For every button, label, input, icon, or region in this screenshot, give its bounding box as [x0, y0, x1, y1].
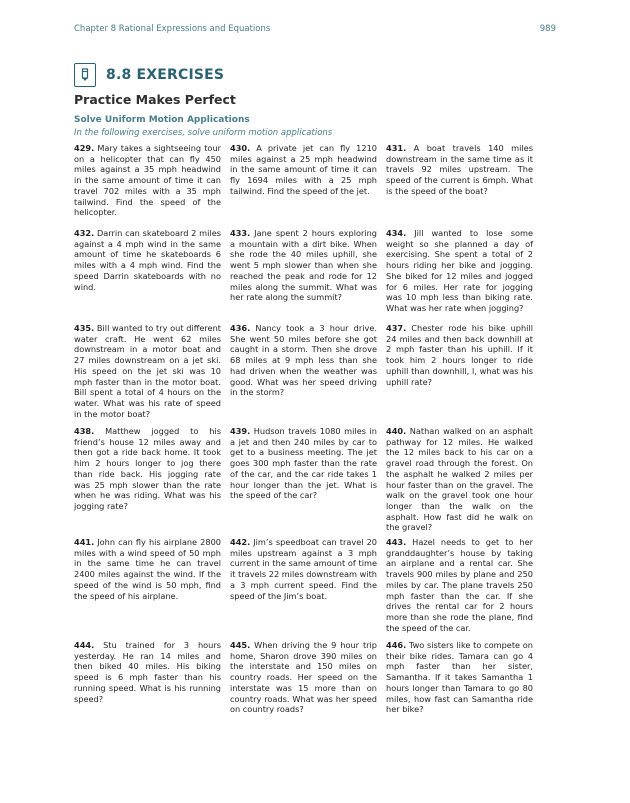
exercise-number: 431. [386, 143, 407, 153]
exercise-item [230, 537, 377, 640]
exercise-number: 437. [386, 323, 407, 333]
exercise-text: Stu trained for 3 hours yesterday. He ran 14 miles and then biked 40 miles. His biking speed is 6 mph faster than his running speed. What is his running speed? [74, 640, 221, 704]
exercise-text: A private jet can fly 1210 miles against a 25 mph headwind in the same amount of time it can fly 1694 miles with a 25 mph tailwind. Find the speed of the jet. [230, 143, 377, 196]
exercise-text: Jane spent 2 hours exploring a mountain with a dirt bike. When she rode the 40 miles uphill, she went 5 mph slower than when she reached the peak and rode for 12 miles along the summit. What was her rate along the summit? [230, 228, 377, 303]
exercise-number: 429. [74, 143, 95, 153]
exercise-item [230, 426, 377, 537]
exercise-number: 442. [230, 537, 251, 547]
exercise-number: 438. [74, 426, 95, 436]
exercise-item [230, 323, 377, 426]
exercise-item [386, 537, 533, 640]
exercise-text: Mary takes a sightseeing tour on a helicopter that can fly 450 miles against a 35 mph headwind in the same amount of time it can travel 702 miles with a 35 mph tailwind. Find the speed of the helicopter. [74, 143, 221, 218]
exercise-text: Two sisters like to compete on their bike rides. Tamara can go 4 mph faster than her sister, Samantha. If it takes Samantha 1 hours longer than Tamara to go 80 miles, how fast can Samantha ride her bike? [386, 640, 533, 715]
exercise-number: 443. [386, 537, 407, 547]
exercise-text: Hudson travels 1080 miles in a jet and then 240 miles by car to get to a business meeting. The jet goes 300 mph faster than the rate of the car, and the car ride takes 1 hour longer than the jet. What is the speed of the car? [230, 426, 377, 501]
exercise-number: 435. [74, 323, 95, 333]
section-title: 8.8 EXERCISES [106, 67, 225, 83]
exercise-item [230, 640, 377, 740]
page-number: 989 [539, 24, 556, 34]
exercise-text: Darrin can skateboard 2 miles against a 4 mph wind in the same amount of time he skateboards 6 miles with a 4 mph wind. Find the speed Darrin skateboards with no wind. [74, 228, 221, 292]
exercise-text: When driving the 9 hour trip home, Sharon drove 390 miles on the interstate and 150 miles on country roads. Her speed on the interstate was 15 more than on country roads. What was her speed on country roads? [230, 640, 377, 715]
exercise-text: Jill wanted to lose some weight so she planned a day of exercising. She spent a total of 2 hours riding her bike and jogging. She biked for 12 miles and jogged for 6 miles. Her rate for jogging was 10 mph less than biking rate. What was her rate when jogging? [386, 228, 533, 313]
exercise-number: 434. [386, 228, 407, 238]
chapter-title: Chapter 8 Rational Expressions and Equations [74, 24, 271, 34]
exercise-item [386, 426, 533, 537]
exercise-number: 430. [230, 143, 251, 153]
exercise-item [386, 640, 533, 740]
exercise-text: Nancy took a 3 hour drive. She went 50 miles before she got caught in a storm. Then she drove 68 miles at 9 mph less than she had driven when the weather was good. What was her speed driving in the storm? [230, 323, 377, 398]
exercise-item [386, 323, 533, 426]
exercise-item [74, 640, 221, 740]
exercise-text: Jim’s speedboat can travel 20 miles upstream against a 3 mph current in the same amount of time it travels 22 miles downstream with a 3 mph current speed. Find the speed of the Jim’s boat. [230, 537, 377, 601]
exercise-number: 446. [386, 640, 407, 650]
exercise-text: Hazel needs to get to her granddaughter’s house by taking an airplane and a rental car. She travels 900 miles by plane and 250 miles by car. The plane travels 250 mph faster than the car. If she drives the rental car for 2 hours more than she rode the plane, find the speed of the car. [386, 537, 533, 633]
topic-title: Solve Uniform Motion Applications [74, 115, 250, 125]
exercise-item [230, 143, 377, 228]
exercise-item [74, 426, 221, 537]
exercise-number: 440. [386, 426, 407, 436]
exercise-item [74, 143, 221, 228]
exercise-item [74, 537, 221, 640]
exercise-number: 436. [230, 323, 251, 333]
exercise-text: Chester rode his bike uphill 24 miles and then back downhill at 2 mph faster than his uphill. If it took him 2 hours longer to ride uphill than downhill, l, what was his uphill rate? [386, 323, 533, 387]
exercise-text: A boat travels 140 miles downstream in the same time as it travels 92 miles upstream. The speed of the current is 6mph. What is the speed of the boat? [386, 143, 533, 196]
exercise-text: Matthew jogged to his friend’s house 12 miles away and then got a ride back home. It took him 2 hours longer to jog there than ride back. His jogging rate was 25 mph slower than the rate when he was riding. What was his jogging rate? [74, 426, 221, 511]
instructions: In the following exercises, solve uniform motion applications [74, 128, 333, 138]
exercise-text: Bill wanted to try out different water craft. He went 62 miles downstream in a motor boat and 27 miles downstream on a jet ski. His speed on the jet ski was 10 mph faster than in the motor boat. Bill spent a total of 4 hours on the water. What was his rate of speed in the motor boat? [74, 323, 221, 419]
subsection-title: Practice Makes Perfect [74, 92, 236, 107]
exercise-number: 439. [230, 426, 251, 436]
exercise-item [74, 228, 221, 323]
exercise-number: 444. [74, 640, 95, 650]
exercise-number: 441. [74, 537, 95, 547]
exercise-item [74, 323, 221, 426]
exercise-item [386, 143, 533, 228]
section-heading [74, 60, 224, 90]
exercise-text: Nathan walked on an asphalt pathway for 12 miles. He walked the 12 miles back to his car on a gravel road through the forest. On the asphalt he walked 2 miles per hour faster than on the gravel. The walk on the gravel took one hour longer than the walk on the asphalt. How fast did he walk on the gravel? [386, 426, 533, 533]
exercise-item [386, 228, 533, 323]
exercise-grid [74, 143, 564, 740]
pencil-icon [74, 63, 96, 87]
exercise-text: John can fly his airplane 2800 miles with a wind speed of 50 mph in the same time he can travel 2400 miles against the wind. If the speed of the wind is 50 mph, find the speed of his airplane. [74, 537, 221, 601]
exercise-item [230, 228, 377, 323]
exercise-number: 433. [230, 228, 251, 238]
running-header [74, 24, 556, 34]
exercise-number: 445. [230, 640, 251, 650]
exercise-number: 432. [74, 228, 95, 238]
